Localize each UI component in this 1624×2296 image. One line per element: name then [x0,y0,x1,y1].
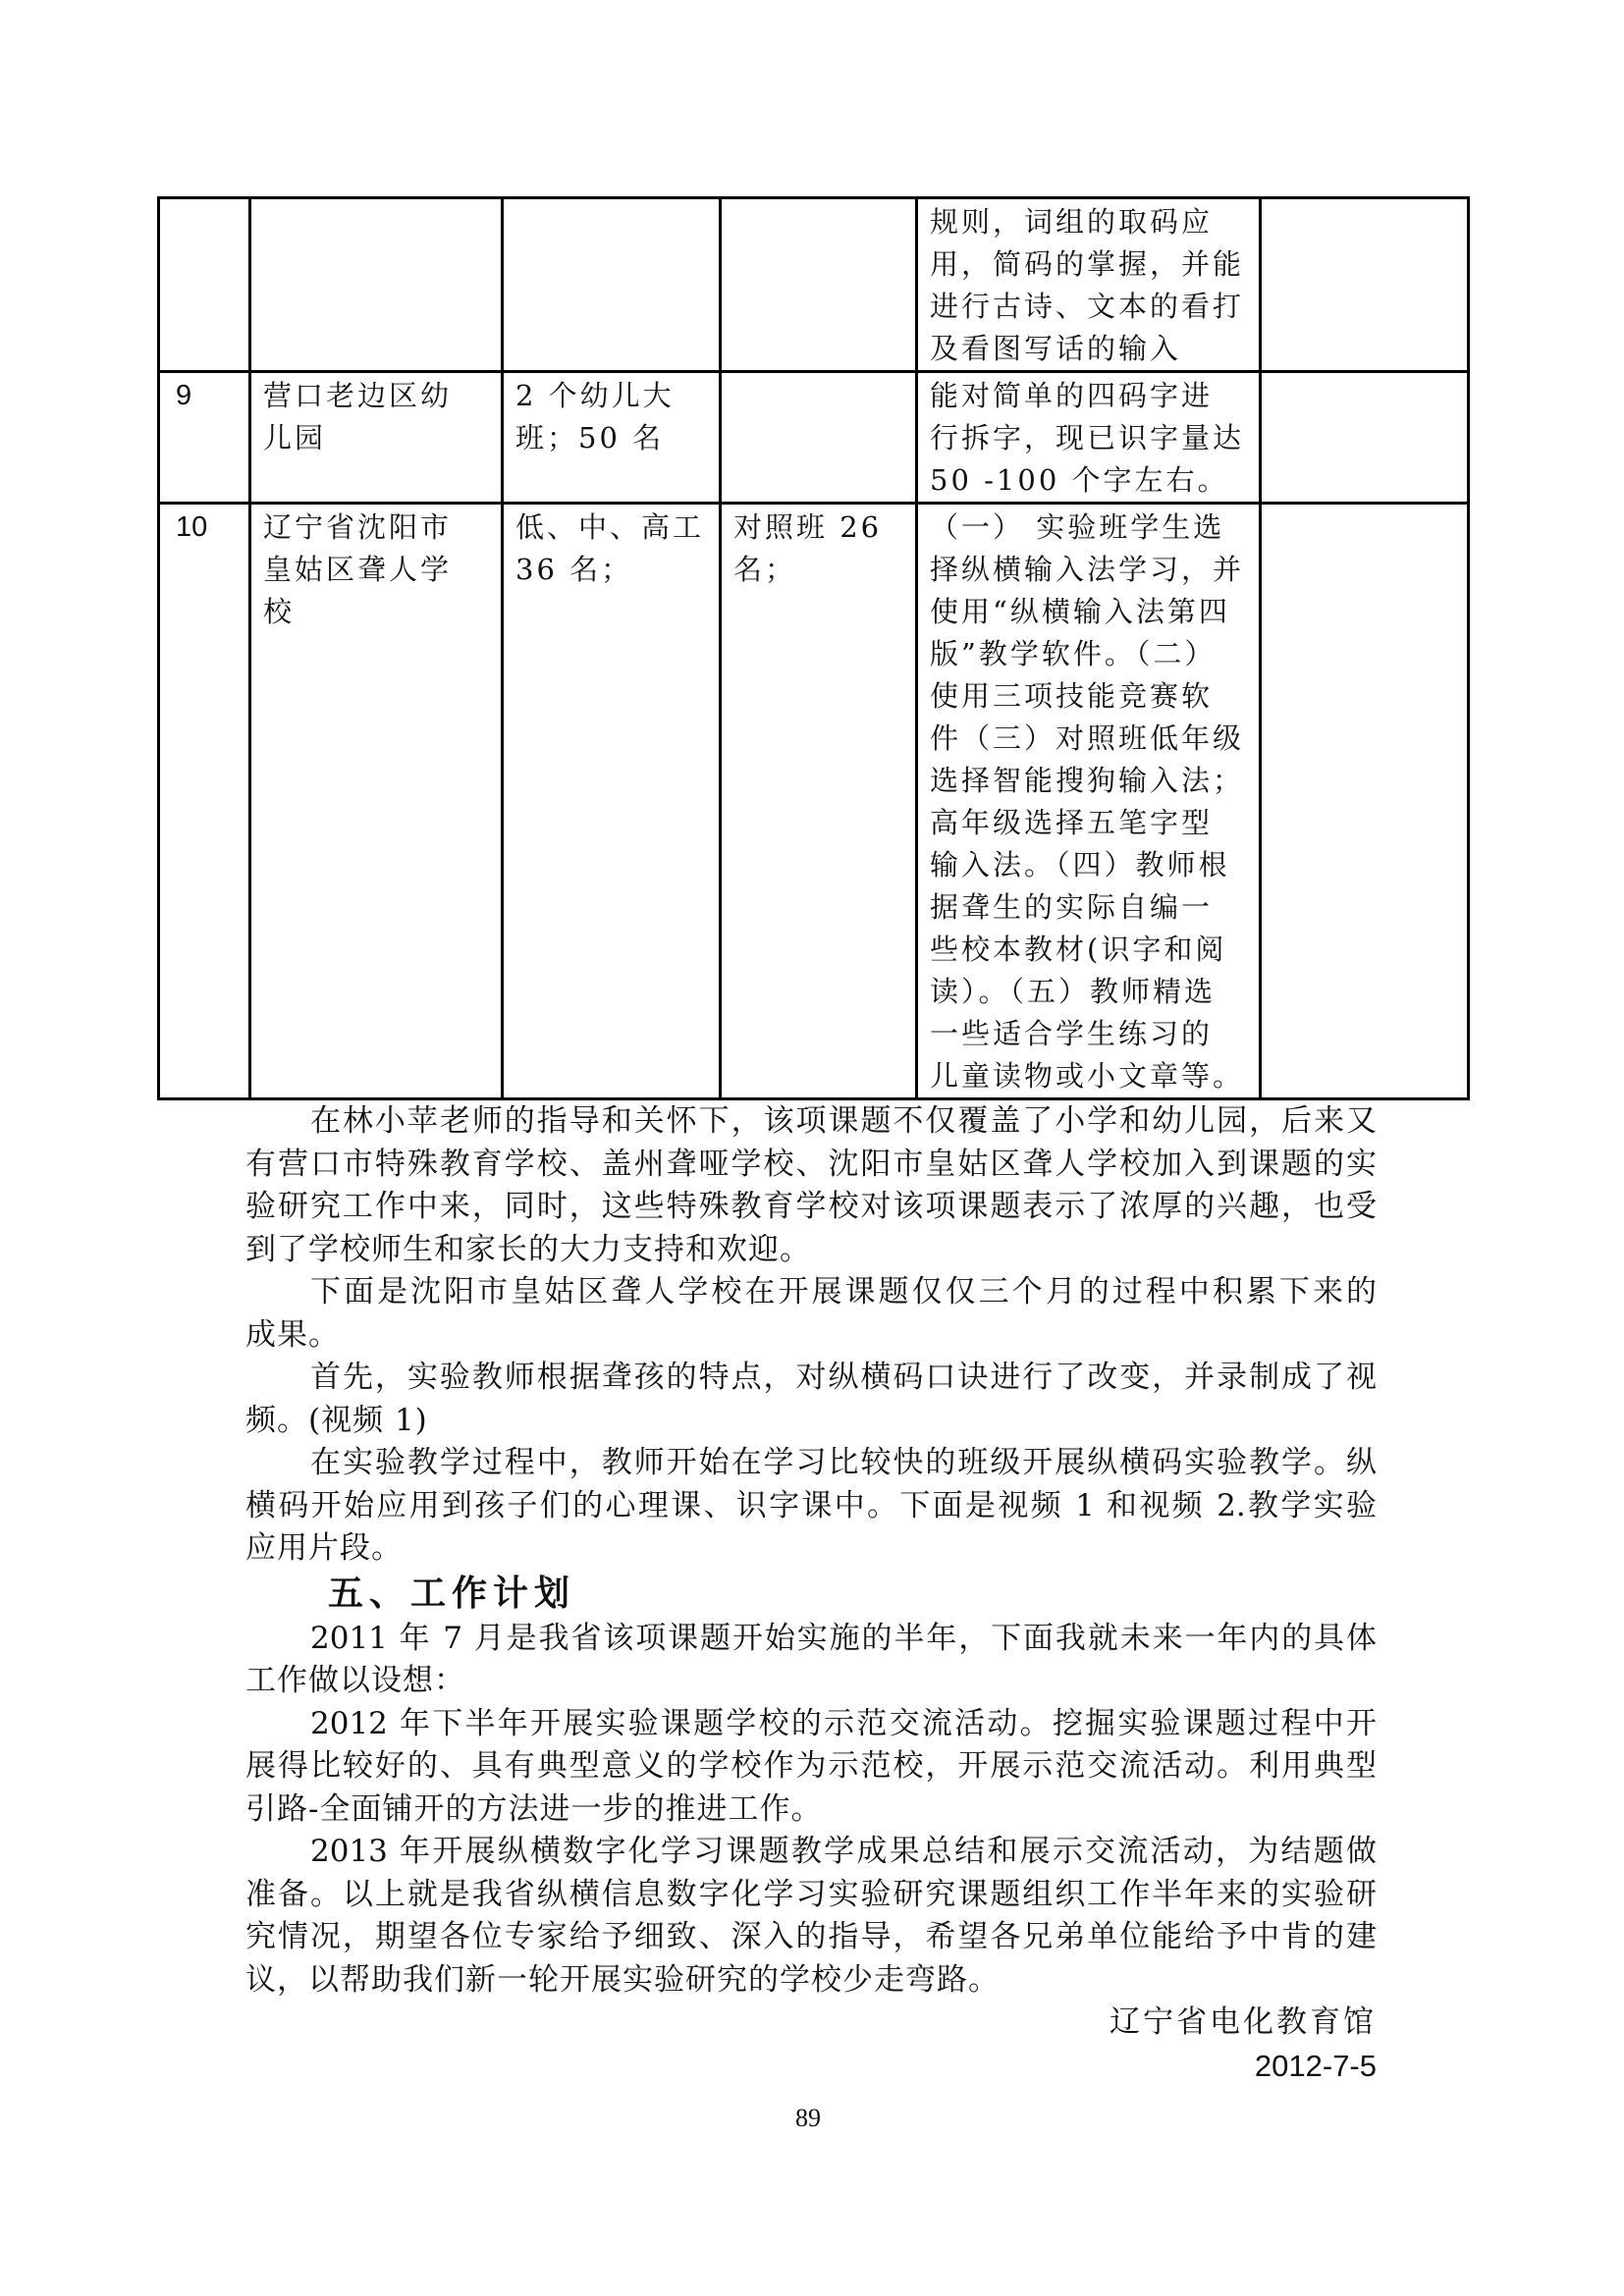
extra-cell [1261,198,1469,372]
signature-date: 2012-7-5 [1254,2048,1377,2083]
cell-text-line: 能对简单的四码字进 [930,379,1214,412]
cell-text-line: 及看图写话的输入 [930,332,1182,365]
text-line: 2011 年 7 月是我省该项课题开始实施的半年，下面我就未来一年内的具体 [310,1620,1377,1656]
text-line: 在林小苹老师的指导和关怀下，该项课题不仅覆盖了小学和幼儿园，后来又 [310,1103,1377,1139]
text-line: 在实验教学过程中，教师开始在学习比较快的班级开展纵横码实验教学。纵 [310,1445,1377,1480]
signature-organization: 辽宁省电化教育馆 [1110,2004,1377,2040]
page-content [157,196,1467,2087]
table-row [159,504,1469,1099]
text-line: 验研究工作中来，同时，这些特殊教育学校对该项课题表示了浓厚的兴趣，也受 [245,1189,1377,1224]
paragraph [245,1271,1377,1357]
text-line: 首先，实验教师根据聋孩的特点，对纵横码口诀进行了改变，并录制成了视 [310,1360,1377,1395]
extra-cell [1261,504,1469,1099]
text-line: 应用片段。 [245,1530,403,1566]
cell-text-line: 使用三项技能竞赛软 [930,679,1214,713]
text-line: 工作做以设想： [245,1663,465,1698]
control-class-cell [721,372,917,504]
cell-text-line: 36 名； [515,553,633,586]
text-line: 引路-全面铺开的方法进一步的推进工作。 [245,1790,823,1827]
text-line: 横码开始应用到孩子们的心理课、识字课中。下面是视频 1 和视频 2.教学实验 [245,1487,1377,1523]
school-cell [250,504,503,1099]
cell-text-line: 一些适合学生练习的 [930,1017,1214,1050]
text-line: 2012 年下半年开展实验课题学校的示范交流活动。挖掘实验课题过程中开 [310,1705,1377,1741]
cell-text-line: 规则，词组的取码应 [930,205,1214,239]
cell-text-line: 儿童读物或小文章等。 [930,1059,1245,1093]
page-number: 89 [795,2104,821,2132]
cell-text-line: 辽宁省沈阳市 [263,510,453,544]
signature-block [157,2002,1377,2087]
notes-cell [917,504,1261,1099]
cell-text-line: 营口老边区幼 [263,379,453,412]
paragraph [245,1442,1377,1571]
cell-text-line: （一） 实验班学生选 [930,510,1225,544]
paragraph [245,1357,1377,1442]
cell-text-line: 行拆字，现已识字量达 [930,421,1245,454]
cell-text-line: 高年级选择五笔字型 [930,806,1214,839]
experimental-class-cell [503,198,721,372]
experimental-class-cell [503,504,721,1099]
experimental-class-cell [503,372,721,504]
text-line: 有营口市特殊教育学校、盖州聋哑学校、沈阳市皇姑区聋人学校加入到课题的实 [245,1146,1377,1182]
cell-text-line: 些校本教材(识字和阅 [930,933,1227,966]
extra-cell [1261,372,1469,504]
control-class-cell [721,198,917,372]
text-line: 究情况，期望各位专家给予细致、深入的指导，希望各兄弟单位能给予中肯的建 [245,1919,1377,1954]
table-row [159,372,1469,504]
cell-text-line: 读）。（五）教师精选 [930,975,1217,1008]
cell-text-line: 选择智能搜狗输入法； [930,764,1245,797]
text-line: 2013 年开展纵横数字化学习课题教学成果总结和展示交流活动，为结题做 [310,1834,1377,1869]
text-line: 成果。 [245,1316,340,1353]
cell-text-line: 儿园 [263,421,327,454]
cell-text-line: 班；50 名 [515,421,665,454]
cell-text-line: 低、中、高工 [515,510,705,544]
school-cell [250,198,503,372]
text-line: 频。(视频 1) [245,1402,428,1438]
cell-text-line: 使用“纵横输入法第四 [930,595,1230,628]
cell-text-line: 输入法。（四）教师根 [930,848,1230,881]
text-line: 准备。以上就是我省纵横信息数字化学习实验研究课题组织工作半年来的实验研 [245,1876,1377,1912]
paragraph [245,1618,1377,1703]
school-cell [250,372,503,504]
row-number-cell: 10 [159,504,250,1099]
paragraph [245,1831,1377,2002]
body-paragraphs [245,1100,1377,1571]
text-line: 展得比较好的、具有典型意义的学校作为示范校，开展示范交流活动。利用典型 [245,1748,1377,1784]
control-class-cell [721,504,917,1099]
cell-text-line: 版”教学软件。（二） [930,637,1217,670]
cell-text-line: 择纵横输入法学习，并 [930,553,1245,586]
notes-cell [917,198,1261,372]
cell-text-line: 进行古诗、文本的看打 [930,290,1245,323]
table-row [159,198,1469,372]
cell-text-line: 50 -100 个字左右。 [930,463,1229,497]
cell-text-line: 名； [733,553,797,586]
paragraph [245,1100,1377,1271]
text-line: 下面是沈阳市皇姑区聋人学校在开展课题仅仅三个月的过程中积累下来的 [310,1274,1377,1309]
cell-text-line: 皇姑区聋人学 [263,553,453,586]
cell-text-line: 2 个幼儿大 [515,379,675,412]
text-line: 到了学校师生和家长的大力支持和欢迎。 [245,1231,811,1267]
paragraph [245,1703,1377,1832]
cell-text-line: 用，简码的掌握，并能 [930,247,1245,281]
cell-text-line: 据聋生的实际自编一 [930,890,1214,924]
cell-text-line: 对照班 26 [733,510,883,544]
section-heading: 五、工作计划 [328,1573,576,1614]
work-plan-paragraphs [245,1618,1377,2002]
notes-cell [917,372,1261,504]
experiment-schools-table [157,196,1470,1100]
text-line: 议，以帮助我们新一轮开展实验研究的学校少走弯路。 [245,1961,1000,1998]
row-number-cell: 9 [159,372,250,504]
row-number-cell [159,198,250,372]
cell-text-line: 校 [263,595,296,628]
cell-text-line: 件（三）对照班低年级 [930,721,1245,755]
